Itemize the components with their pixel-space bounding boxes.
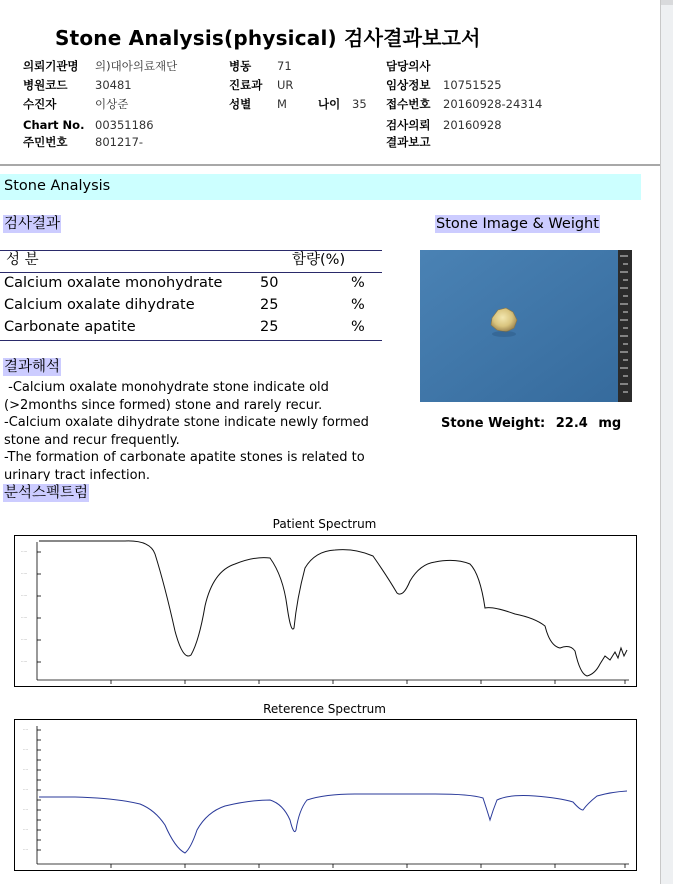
weight-value: 22.4 [555,416,588,431]
department-label: 진료과 [229,78,263,92]
stone-photo [420,250,632,402]
svg-text:····: ···· [23,807,29,812]
svg-text:····: ···· [23,727,29,732]
patient-spectrum-title: Patient Spectrum [272,517,377,531]
col-component-header: 성 분 [6,252,39,268]
receipt-no-label: 접수번호 [386,97,431,111]
table-header-rule [0,272,382,273]
svg-text:·····: ····· [21,659,28,664]
age-value: 35 [352,97,367,111]
interpretation-line-3: -The formation of carbonate apatite stones is related to urinary tract infection. [4,450,369,481]
chart-no-label: Chart No. [23,118,85,132]
svg-text:·····: ····· [21,593,28,598]
result-row-2-unit: % [351,297,365,313]
chart-no-value: 00351186 [95,118,154,132]
weight-label: Stone Weight: [441,416,546,431]
header-divider [0,164,660,166]
receipt-no-value: 20160928-24314 [443,97,543,111]
resident-no-value: 801217- [95,135,144,149]
hospital-code-label: 병원코드 [23,78,68,92]
resident-no-label: 주민번호 [23,135,68,149]
request-date-label: 검사의뢰 [386,118,431,132]
reference-spectrum-line [39,791,627,853]
patient-label: 수진자 [23,97,57,111]
interpretation-line-2: -Calcium oxalate dihydrate stone indicate newly formed stone and recur frequently. [4,415,374,448]
reference-spectrum-title: Reterence Spectrum [263,702,386,716]
sex-label: 성별 [229,97,252,111]
svg-text:·····: ····· [21,571,28,576]
result-row-1-value: 50 [260,275,279,291]
svg-text:····: ···· [23,847,29,852]
stone-analysis-banner [0,174,641,200]
reference-spectrum-svg [15,720,636,870]
table-bottom-rule [0,340,382,341]
col-content-header: 함량(%) [292,252,346,268]
clinical-info-value: 10751525 [443,78,502,92]
image-section-title: Stone Image & Weight [436,216,599,232]
patient-value: 이상준 [95,97,129,111]
patient-y-ticks [37,542,629,680]
department-value: UR [277,78,294,92]
svg-text:····: ···· [23,767,29,772]
banner-label: Stone Analysis [4,178,111,194]
spectrum-section-title: 분석스펙트럼 [4,485,89,501]
svg-text:·····: ····· [21,549,28,554]
patient-spectrum-plot [14,535,637,687]
result-row-1-unit: % [351,275,365,291]
svg-text:····: ···· [23,827,29,832]
interpretation-title: 결과해석 [4,359,61,375]
request-date-value: 20160928 [443,118,502,132]
weight-unit: mg [598,416,622,431]
stone-weight [441,416,627,431]
age-label: 나이 [318,97,341,111]
reference-spectrum-plot [14,719,637,871]
clinical-info-label: 임상정보 [386,78,431,92]
ward-label: 병동 [229,59,252,73]
interpretation-line-1: -Calcium oxalate monohydrate stone indicate old (>2months since formed) stone and rarely recur. [4,380,334,413]
patient-spectrum-line [39,541,627,676]
results-section-title: 검사결과 [4,216,61,232]
institution-label: 의뢰기관명 [23,59,79,73]
result-row-2-name: Calcium oxalate dihydrate [4,297,195,313]
doctor-label: 담당의사 [386,59,431,73]
sex-value: M [277,97,287,111]
ward-value: 71 [277,59,292,73]
result-row-2-value: 25 [260,297,279,313]
result-row-3-name: Carbonate apatite [4,319,136,335]
result-row-3-unit: % [351,319,365,335]
result-row-1-name: Calcium oxalate monohydrate [4,275,223,291]
svg-text:·····: ····· [21,637,28,642]
svg-text:····: ···· [23,787,29,792]
institution-value: 의)대아의료재단 [95,59,178,73]
svg-text:····: ···· [23,747,29,752]
hospital-code-value: 30481 [95,78,132,92]
interpretation-text [4,379,376,481]
svg-text:·····: ····· [21,615,28,620]
result-row-3-value: 25 [260,319,279,335]
report-title: Stone Analysis(physical) 검사결과보고서 [55,26,481,50]
result-report-label: 결과보고 [386,135,431,149]
patient-spectrum-svg [15,536,636,686]
